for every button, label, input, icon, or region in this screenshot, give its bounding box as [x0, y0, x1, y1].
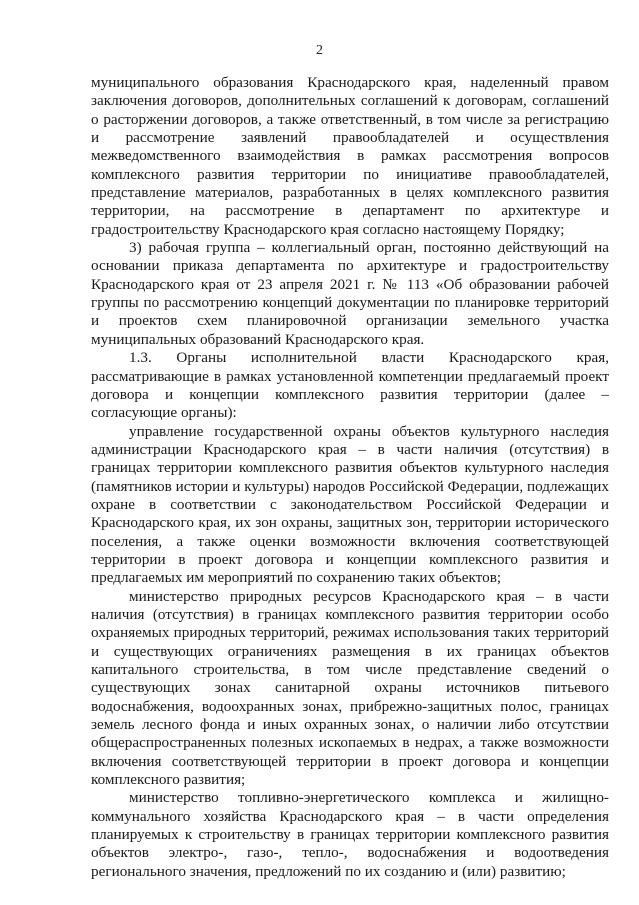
paragraph-natural-resources: министерство природных ресурсов Краснодарского края – в части наличия (отсутствия) в границах комплексного развития территории особо охраняемых природных территорий, режимах использования таких территорий и существующих ограничениях размещения в их границах объектов капитального строительства, в том числе представление сведений о существующих зонах санитарной охраны источников питьевого водоснабжения, водоохранных зонах, прибрежно-защитных полос, границах земель лесного фонда и иных охранных зонах, о наличии либо отсутствии общераспространенных полезных ископаемых в недрах, а также возможности включения соответствующей территории в проект договора и концепции комплексного развития; — [91, 587, 609, 789]
page-number: 2 — [316, 43, 323, 58]
paragraph-definition-continuation: муниципального образования Краснодарского края, наделенный правом заключения договоров, дополнительных соглашений к договорам, соглашений о расторжении договоров, а также ответственный, в том числе за регистрацию и рассмотрение заявлений правообладателей и осуществления межведомственного взаимодействия в рамках рассмотрения вопросов комплексного развития территории по инициативе правообладателей, представление материалов, разработанных в целях комплексного развития территории, на рассмотрение в департамент по архитектуре и градостроительству Краснодарского края согласно настоящему Порядку; — [91, 74, 609, 238]
paragraph-fuel-energy: министерство топливно-энергетического комплекса и жилищно-коммунального хозяйства Краснодарского края – в части определения планируемых к строительству в границах территории комплексного развития объектов электро-, газо-, тепло-, водоснабжения и водоотведения регионального значения, предложений по их созданию и (или) развитию; — [91, 789, 609, 880]
document-body — [91, 74, 609, 881]
paragraph-working-group: 3) рабочая группа – коллегиальный орган, постоянно действующий на основании приказа департамента по архитектуре и градостроительству Краснодарского края от 23 апреля 2021 г. № 113 «Об образовании рабочей группы по рассмотрению концепций документации по планировке территорий и проектов схем планировочной организации земельного участка муниципальных образований Краснодарского края. — [91, 239, 609, 348]
paragraph-clause-1-3: 1.3. Органы исполнительной власти Краснодарского края, рассматривающие в рамках установленной компетенции предлагаемый проект договора и концепции комплексного развития территории (далее – согласующие органы): — [91, 349, 609, 422]
paragraph-cultural-heritage: управление государственной охраны объектов культурного наследия администрации Краснодарского края – в части наличия (отсутствия) в границах территории комплексного развития объектов культурного наследия (памятников истории и культуры) народов Российской Федерации, подлежащих охране в соответствии с законодательством Российской Федерации и Краснодарского края, их зон охраны, защитных зон, территории исторического поселения, а также оценки возможности включения соответствующей территории в проект договора и концепции комплексного развития и предлагаемых им мероприятий по сохранению таких объектов; — [91, 422, 609, 587]
